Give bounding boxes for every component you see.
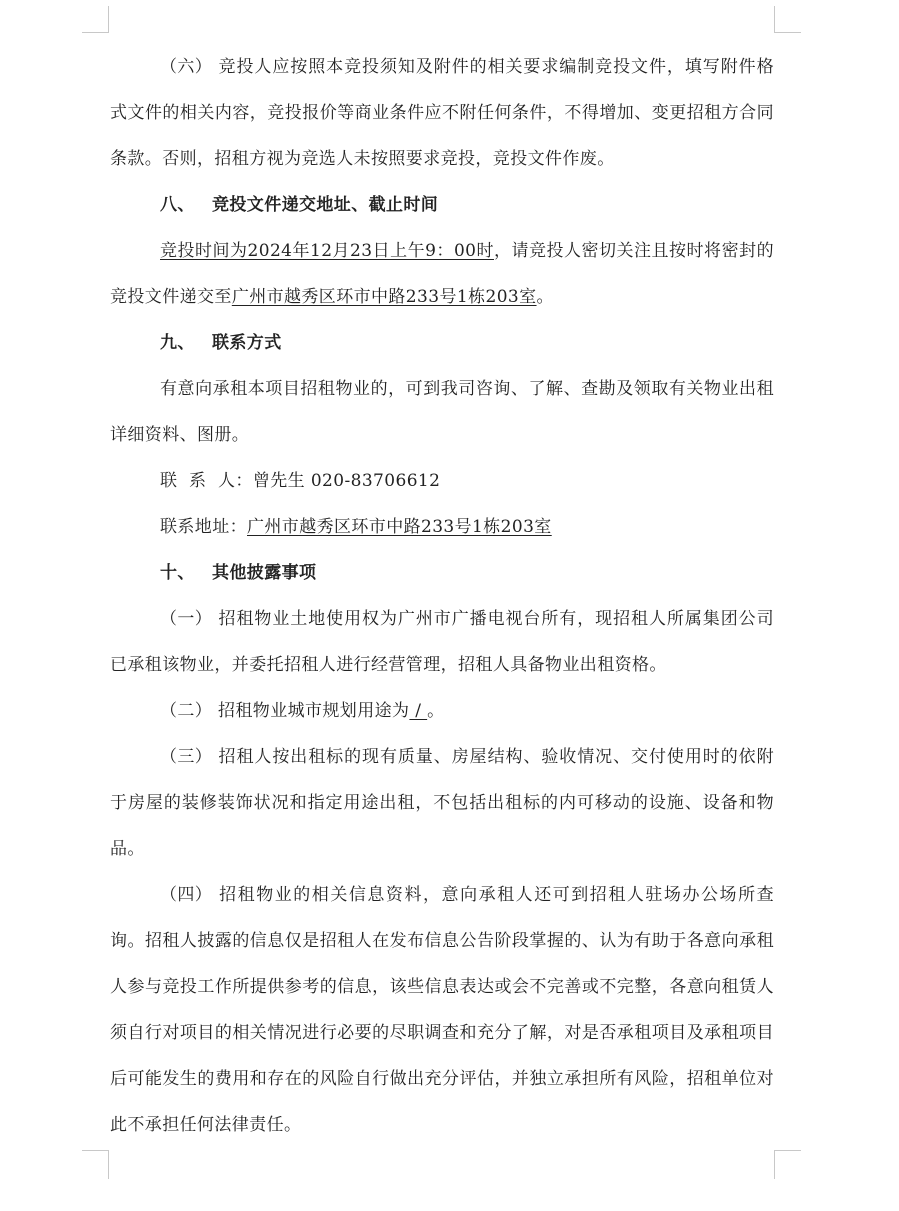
heading-title: 联系方式 — [212, 333, 282, 353]
paragraph-text: 招租物业城市规划用途为 — [218, 701, 410, 721]
section-heading-9 — [110, 320, 774, 366]
address-label: 联系地址： — [160, 517, 247, 537]
contact-value: 曾先生 020-83706612 — [252, 471, 441, 491]
address-value: 广州市越秀区环市中路233号1栋203室 — [247, 517, 552, 537]
disclosure-item-3 — [110, 734, 774, 872]
disclosure-item-4 — [110, 872, 774, 1148]
paragraph-text: 招租物业土地使用权为广州市广播电视台所有，现招租人所属集团公司已承租该物业，并委托招租人进行经营管理，招租人具备物业出租资格。 — [110, 609, 774, 675]
deadline-text: 竞投时间为2024年12月23日上午9：00时 — [160, 241, 494, 261]
paragraph-text: 有意向承租本项目招租物业的，可到我司咨询、了解、查勘及领取有关物业出租详细资料、图册。 — [110, 379, 774, 445]
crop-mark-bottom-right — [774, 1150, 801, 1179]
crop-mark-top-right — [774, 6, 801, 33]
paragraph-text: 招租物业的相关信息资料，意向承租人还可到招租人驻场办公场所查询。招租人披露的信息仅是招租人在发布信息公告阶段掌握的、认为有助于各意向承租人参与竞投工作所提供参考的信息，该些信息表达或会不完善或不完整，各意向租赁人须自行对项目的相关情况进行必要的尽职调查和充分了解，对是否承租项目及承租项目后可能发生的费用和存在的风险自行做出充分评估，并独立承担所有风险，招租单位对此不承担任何法律责任。 — [110, 885, 774, 1135]
paragraph-end: 。 — [536, 287, 554, 307]
contact-person-line — [110, 458, 774, 504]
heading-marker: 十、 — [160, 563, 195, 583]
paragraph-text: 竞投人应按照本竞投须知及附件的相关要求编制竞投文件，填写附件格式文件的相关内容，竞投报价等商业条件应不附任何条件，不得增加、变更招租方合同条款。否则，招租方视为竞选人未按照要求竞投，竞投文件作废。 — [110, 57, 774, 169]
contact-intro — [110, 366, 774, 458]
planning-use-value: / — [409, 701, 428, 721]
submission-paragraph — [110, 228, 774, 320]
crop-mark-bottom-left — [82, 1150, 109, 1179]
item-marker: （一） — [160, 609, 213, 629]
paragraph-text: ，请竞投人密切关注且按时将密封的竞投文件递交至 — [110, 241, 774, 307]
paragraph-text: 招租人按出租标的现有质量、房屋结构、验收情况、交付使用时的依附于房屋的装修装饰状况和指定用途出租，不包括出租标的内可移动的设施、设备和物品。 — [110, 747, 774, 859]
item-marker: （六） — [160, 57, 213, 77]
paragraph-end: 。 — [427, 701, 445, 721]
crop-mark-top-left — [82, 6, 109, 33]
heading-marker: 八、 — [160, 195, 195, 215]
item-marker: （四） — [160, 885, 213, 905]
heading-marker: 九、 — [160, 333, 195, 353]
heading-title: 其他披露事项 — [212, 563, 317, 583]
heading-title: 竞投文件递交地址、截止时间 — [212, 195, 439, 215]
submission-address: 广州市越秀区环市中路233号1栋203室 — [231, 287, 537, 307]
contact-address-line — [110, 504, 774, 550]
disclosure-item-1 — [110, 596, 774, 688]
item-marker: （二） — [160, 701, 213, 721]
item-marker: （三） — [160, 747, 213, 767]
section-heading-8 — [110, 182, 774, 228]
section-heading-10 — [110, 550, 774, 596]
paragraph-six — [110, 44, 774, 182]
disclosure-item-2 — [110, 688, 774, 734]
document-body — [110, 44, 774, 1148]
contact-label: 联 系 人： — [160, 471, 253, 491]
